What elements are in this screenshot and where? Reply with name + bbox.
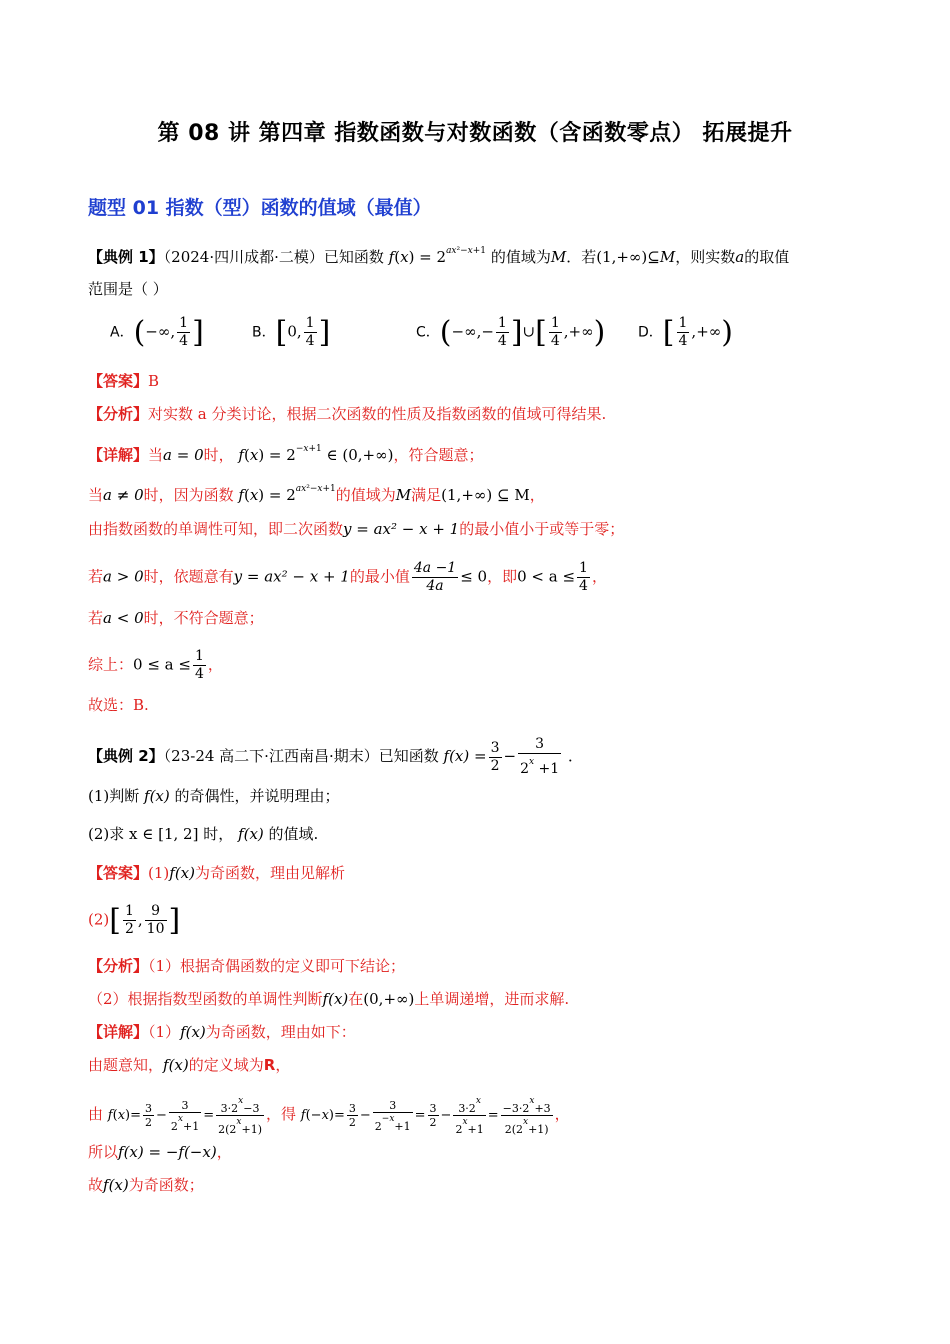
example-2-detail-3: 由 f(x)= $\frac{3}{2}$ − $\frac{3}{2^x+1}$ = $\frac{3\cdot 2^x-3}{2(2^x+1)}$ ，得 f(−x)= $\frac{3}{2}$ − $\frac{3}{2^{-x}+1}$ = $\frac{3}{2}$ − $\frac{3\cdot 2^x}{2^x+1}$ = $\frac{-3\cdot 2^x+3}{2(2^x+1)}$ ， xyxy=(88,1096,570,1136)
example-1-label: 【典例 1】 xyxy=(88,248,164,266)
example-1-detail-4: 若a > 0时，依题意有y = ax² − x + 1的最小值 $\frac{4a -1}{4a}$ ≤ 0，即0 < a ≤ $\frac{1}{4}$ ， xyxy=(88,560,607,594)
function-expression: f xyxy=(388,248,395,266)
example-1-detail-2: 当a ≠ 0时，因为函数 $f(x) = 2^{ax^2-x+1}$的值域为M满足(1,+∞) ⊆ M， xyxy=(88,484,545,504)
example-1-stem: 【典例 1】（2024·四川成都·二模）已知函数 $f(x) = 2^{ax^2-x+1}$ 的值域为M．若(1,+∞)⊆M，则实数a的取值 xyxy=(88,246,790,266)
example-1-detail-3: 由指数函数的单调性可知，即二次函数y = ax² − x + 1的最小值小于或等于零； xyxy=(88,520,625,538)
example-1-detail-1: 【详解】当a = 0时， $f(x) = 2^{-x+1}$ ∈ (0,+∞)，符合题意； xyxy=(88,444,484,464)
example-2-answer-2: (2)[ $\frac{1}{2}$ , $\frac{9}{10}$ ] xyxy=(88,902,181,938)
example-2-detail-5: 故f(x)为奇函数； xyxy=(88,1176,204,1194)
option-b[interactable]: B．[0, $\frac{1}{4}$ ] xyxy=(252,315,331,350)
example-2-answer-1: 【答案】(1)f(x)为奇函数，理由见解析 xyxy=(88,864,345,882)
example-2-analysis-1: 【分析】（1）根据奇偶函数的定义即可下结论； xyxy=(88,957,406,975)
example-1-detail-5: 若a < 0时，不符合题意； xyxy=(88,609,264,627)
option-c[interactable]: C．(−∞,− $\frac{1}{4}$ ]∪[ $\frac{1}{4}$ ,+∞) xyxy=(416,315,606,350)
example-2-stem: 【典例 2】（23-24 高二下·江西南昌·期末）已知函数 f(x) = $\frac{3}{2}$ − $\frac{3}{2^x +1}$ ． xyxy=(88,736,583,777)
example-2-detail-4: 所以f(x) = −f(−x)， xyxy=(88,1143,232,1161)
page-title: 第 08 讲 第四章 指数函数与对数函数（含函数零点） 拓展提升 xyxy=(157,121,793,146)
example-1-source: （2024·四川成都·二模）已知函数 xyxy=(163,248,384,266)
option-d[interactable]: D．[ $\frac{1}{4}$ ,+∞) xyxy=(638,315,733,350)
example-1-stem-line2: 范围是（ ） xyxy=(88,280,168,298)
example-2-analysis-2: （2）根据指数型函数的单调性判断f(x)在(0,+∞)上单调递增，进而求解. xyxy=(88,990,570,1008)
example-1-conclusion: 故选：B. xyxy=(88,696,149,714)
option-a[interactable]: A．(−∞, $\frac{1}{4}$ ] xyxy=(110,315,204,350)
example-2-detail-1: 【详解】（1）f(x)为奇函数，理由如下： xyxy=(88,1023,356,1041)
section-heading: 题型 01 指数（型）函数的值域（最值） xyxy=(88,197,432,219)
example-2-detail-2: 由题意知，f(x)的定义域为R， xyxy=(88,1056,291,1074)
example-1-detail-6: 综上：0 ≤ a ≤ $\frac{1}{4}$ ， xyxy=(88,648,223,682)
example-1-answer: 【答案】B xyxy=(88,372,160,390)
question-2: (2)求 x ∈ [1, 2] 时， f(x) 的值域. xyxy=(88,825,319,843)
question-1: (1)判断 f(x) 的奇偶性，并说明理由； xyxy=(88,787,340,805)
example-1-analysis: 【分析】对实数 a 分类讨论，根据二次函数的性质及指数函数的值域可得结果. xyxy=(88,405,607,423)
